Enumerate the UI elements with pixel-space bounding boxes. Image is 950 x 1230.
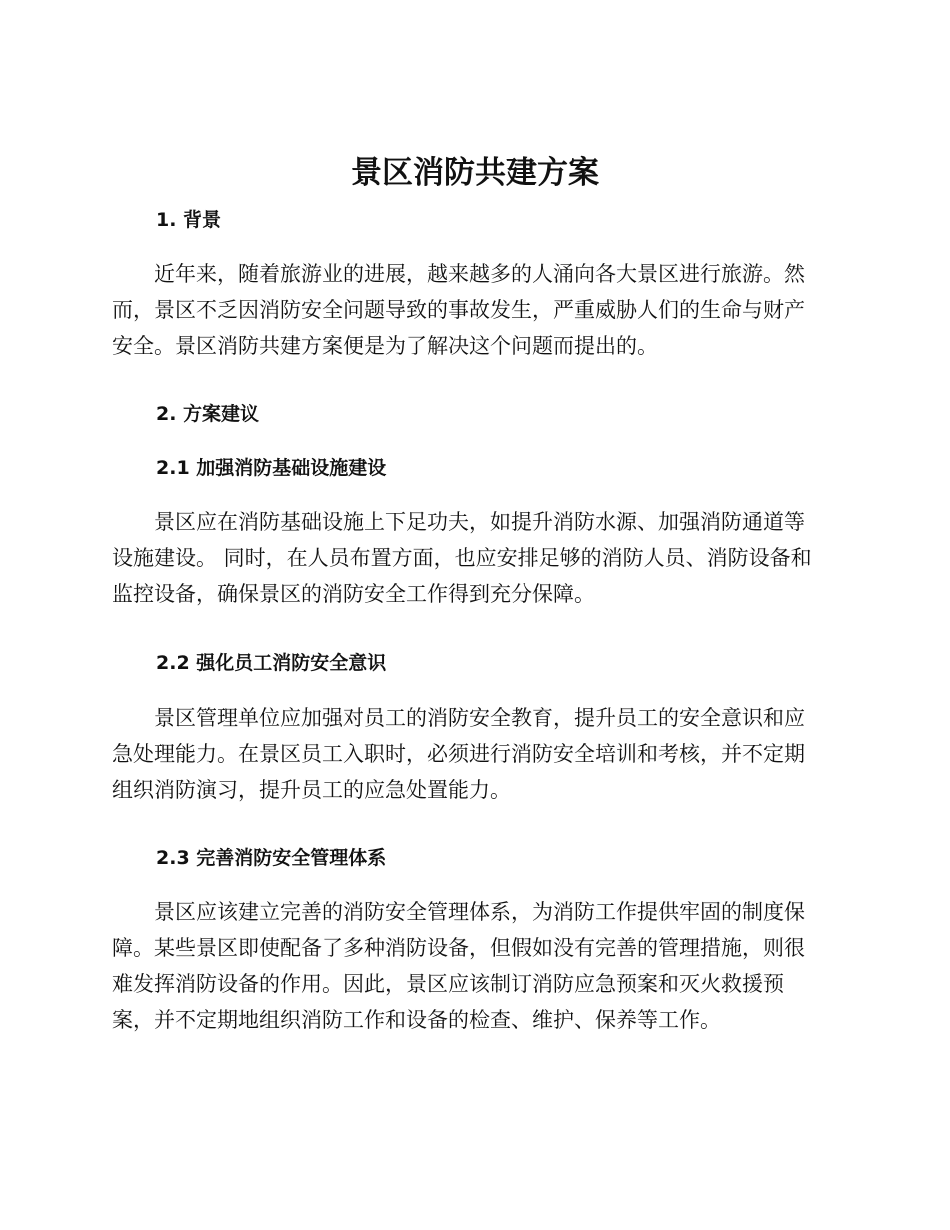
paragraph-staff-awareness — [112, 700, 847, 808]
paragraph-line: 近年来，随着旅游业的进展，越来越多的人涌向各大景区进行旅游。然 — [112, 262, 805, 286]
paragraph-line: 景区应在消防基础设施上下足功夫，如提升消防水源、加强消防通道等 — [112, 510, 805, 534]
paragraph-line: 急处理能力。在景区员工入职时，必须进行消防安全培训和考核，并不定期 — [112, 742, 805, 766]
paragraph-infrastructure — [112, 504, 847, 612]
section-heading-management-system: 2.3 完善消防安全管理体系 — [156, 847, 387, 869]
paragraph-management-system — [112, 894, 847, 1038]
section-heading-background: 1. 背景 — [156, 209, 222, 231]
paragraph-background — [112, 256, 847, 364]
paragraph-line: 监控设备，确保景区的消防安全工作得到充分保障。 — [112, 582, 595, 606]
paragraph-line: 难发挥消防设备的作用。因此，景区应该制订消防应急预案和灭火救援预 — [112, 972, 784, 996]
paragraph-line: 案，并不定期地组织消防工作和设备的检查、维护、保养等工作。 — [112, 1008, 721, 1032]
paragraph-line: 景区管理单位应加强对员工的消防安全教育，提升员工的安全意识和应 — [112, 706, 805, 730]
paragraph-line: 而，景区不乏因消防安全问题导致的事故发生，严重威胁人们的生命与财产 — [112, 298, 805, 322]
paragraph-line: 安全。景区消防共建方案便是为了解决这个问题而提出的。 — [112, 334, 658, 358]
document-title: 景区消防共建方案 — [351, 155, 599, 191]
section-heading-proposals: 2. 方案建议 — [156, 403, 260, 425]
paragraph-line: 组织消防演习，提升员工的应急处置能力。 — [112, 778, 511, 802]
paragraph-line: 设施建设。 同时，在人员布置方面，也应安排足够的消防人员、消防设备和 — [112, 546, 812, 570]
paragraph-line: 障。某些景区即使配备了多种消防设备，但假如没有完善的管理措施，则很 — [112, 936, 805, 960]
section-heading-staff-awareness: 2.2 强化员工消防安全意识 — [156, 652, 387, 674]
section-heading-infrastructure: 2.1 加强消防基础设施建设 — [156, 457, 387, 479]
paragraph-line: 景区应该建立完善的消防安全管理体系，为消防工作提供牢固的制度保 — [112, 900, 805, 924]
